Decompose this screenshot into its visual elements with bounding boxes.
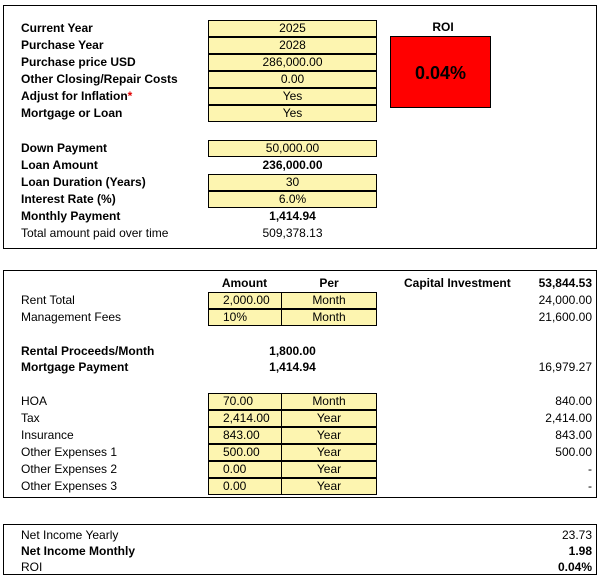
insurance-amount-input[interactable]: 843.00 — [208, 427, 305, 444]
adjust-inflation-text: Adjust for Inflation — [21, 89, 128, 103]
management-fees-per-select[interactable]: Month — [281, 309, 377, 326]
insurance-yearly: 843.00 — [555, 428, 592, 442]
other-expenses-1-amount-input[interactable]: 500.00 — [208, 444, 305, 461]
mortgage-payment-yearly: 16,979.27 — [538, 360, 592, 374]
tax-yearly: 2,414.00 — [545, 411, 592, 425]
purchase-year-input[interactable]: 2028 — [208, 37, 377, 54]
hoa-yearly: 840.00 — [555, 394, 592, 408]
roi-summary-label: ROI — [21, 560, 43, 574]
loan-amount-value: 236,000.00 — [262, 158, 323, 172]
per-header: Per — [319, 276, 339, 290]
adjust-inflation-select[interactable]: Yes — [208, 88, 377, 105]
roi-header: ROI — [432, 20, 454, 34]
tax-amount-input[interactable]: 2,414.00 — [208, 410, 305, 427]
mortgage-payment-label: Mortgage Payment — [21, 360, 129, 374]
amount-header: Amount — [221, 276, 268, 290]
insurance-label: Insurance — [21, 428, 74, 442]
hoa-label: HOA — [21, 394, 48, 408]
required-asterisk: * — [127, 89, 133, 103]
monthly-payment-value: 1,414.94 — [269, 209, 316, 223]
management-fees-yearly: 21,600.00 — [538, 310, 592, 324]
interest-rate-input[interactable]: 6.0% — [208, 191, 377, 208]
monthly-payment-label: Monthly Payment — [21, 209, 121, 223]
down-payment-input[interactable]: 50,000.00 — [208, 140, 377, 157]
other-expenses-2-amount-input[interactable]: 0.00 — [208, 461, 305, 478]
current-year-input[interactable]: 2025 — [208, 20, 377, 37]
loan-duration-input[interactable]: 30 — [208, 174, 377, 191]
net-income-yearly-label: Net Income Yearly — [21, 528, 119, 542]
mortgage-or-loan-select[interactable]: Yes — [208, 105, 377, 122]
rental-proceeds-label: Rental Proceeds/Month — [21, 344, 155, 358]
purchase-year-label: Purchase Year — [21, 38, 104, 52]
closing-costs-input[interactable]: 0.00 — [208, 71, 377, 88]
other-expenses-2-label: Other Expenses 2 — [21, 462, 118, 476]
rental-proceeds-value: 1,800.00 — [269, 344, 316, 358]
other-expenses-1-per-select[interactable]: Year — [281, 444, 377, 461]
current-year-label: Current Year — [21, 21, 93, 35]
other-expenses-3-amount-input[interactable]: 0.00 — [208, 478, 305, 495]
other-expenses-2-yearly: - — [588, 462, 592, 476]
other-expenses-1-label: Other Expenses 1 — [21, 445, 118, 459]
rent-total-per-select[interactable]: Month — [281, 292, 377, 309]
rent-total-yearly: 24,000.00 — [538, 293, 592, 307]
mortgage-or-loan-label: Mortgage or Loan — [21, 106, 123, 120]
other-expenses-3-yearly: - — [588, 479, 592, 493]
roi-summary-value: 0.04% — [557, 560, 592, 574]
down-payment-label: Down Payment — [21, 141, 108, 155]
loan-amount-label: Loan Amount — [21, 158, 98, 172]
insurance-per-select[interactable]: Year — [281, 427, 377, 444]
mortgage-payment-value: 1,414.94 — [269, 360, 316, 374]
tax-per-select[interactable]: Year — [281, 410, 377, 427]
rent-total-amount-input[interactable]: 2,000.00 — [208, 292, 305, 309]
other-expenses-2-per-select[interactable]: Year — [281, 461, 377, 478]
hoa-per-select[interactable]: Month — [281, 393, 377, 410]
net-income-monthly-value: 1.98 — [568, 544, 592, 558]
management-fees-label: Management Fees — [21, 310, 122, 324]
other-expenses-1-yearly: 500.00 — [555, 445, 592, 459]
other-expenses-3-per-select[interactable]: Year — [281, 478, 377, 495]
rent-total-label: Rent Total — [21, 293, 75, 307]
roi-indicator: 0.04% — [390, 36, 491, 108]
interest-rate-label: Interest Rate (%) — [21, 192, 116, 206]
closing-costs-label: Other Closing/Repair Costs — [21, 72, 178, 86]
tax-label: Tax — [21, 411, 40, 425]
loan-duration-label: Loan Duration (Years) — [21, 175, 146, 189]
total-paid-value: 509,378.13 — [262, 226, 323, 240]
net-income-monthly-label: Net Income Monthly — [21, 544, 136, 558]
capital-investment-value: 53,844.53 — [538, 276, 592, 290]
management-fees-amount-input[interactable]: 10% — [208, 309, 305, 326]
hoa-amount-input[interactable]: 70.00 — [208, 393, 305, 410]
purchase-price-input[interactable]: 286,000.00 — [208, 54, 377, 71]
adjust-inflation-label — [21, 88, 132, 105]
capital-investment-label: Capital Investment — [404, 276, 511, 290]
purchase-price-label: Purchase price USD — [21, 55, 136, 69]
other-expenses-3-label: Other Expenses 3 — [21, 479, 118, 493]
net-income-yearly-value: 23.73 — [561, 528, 592, 542]
total-paid-label: Total amount paid over time — [21, 226, 169, 240]
